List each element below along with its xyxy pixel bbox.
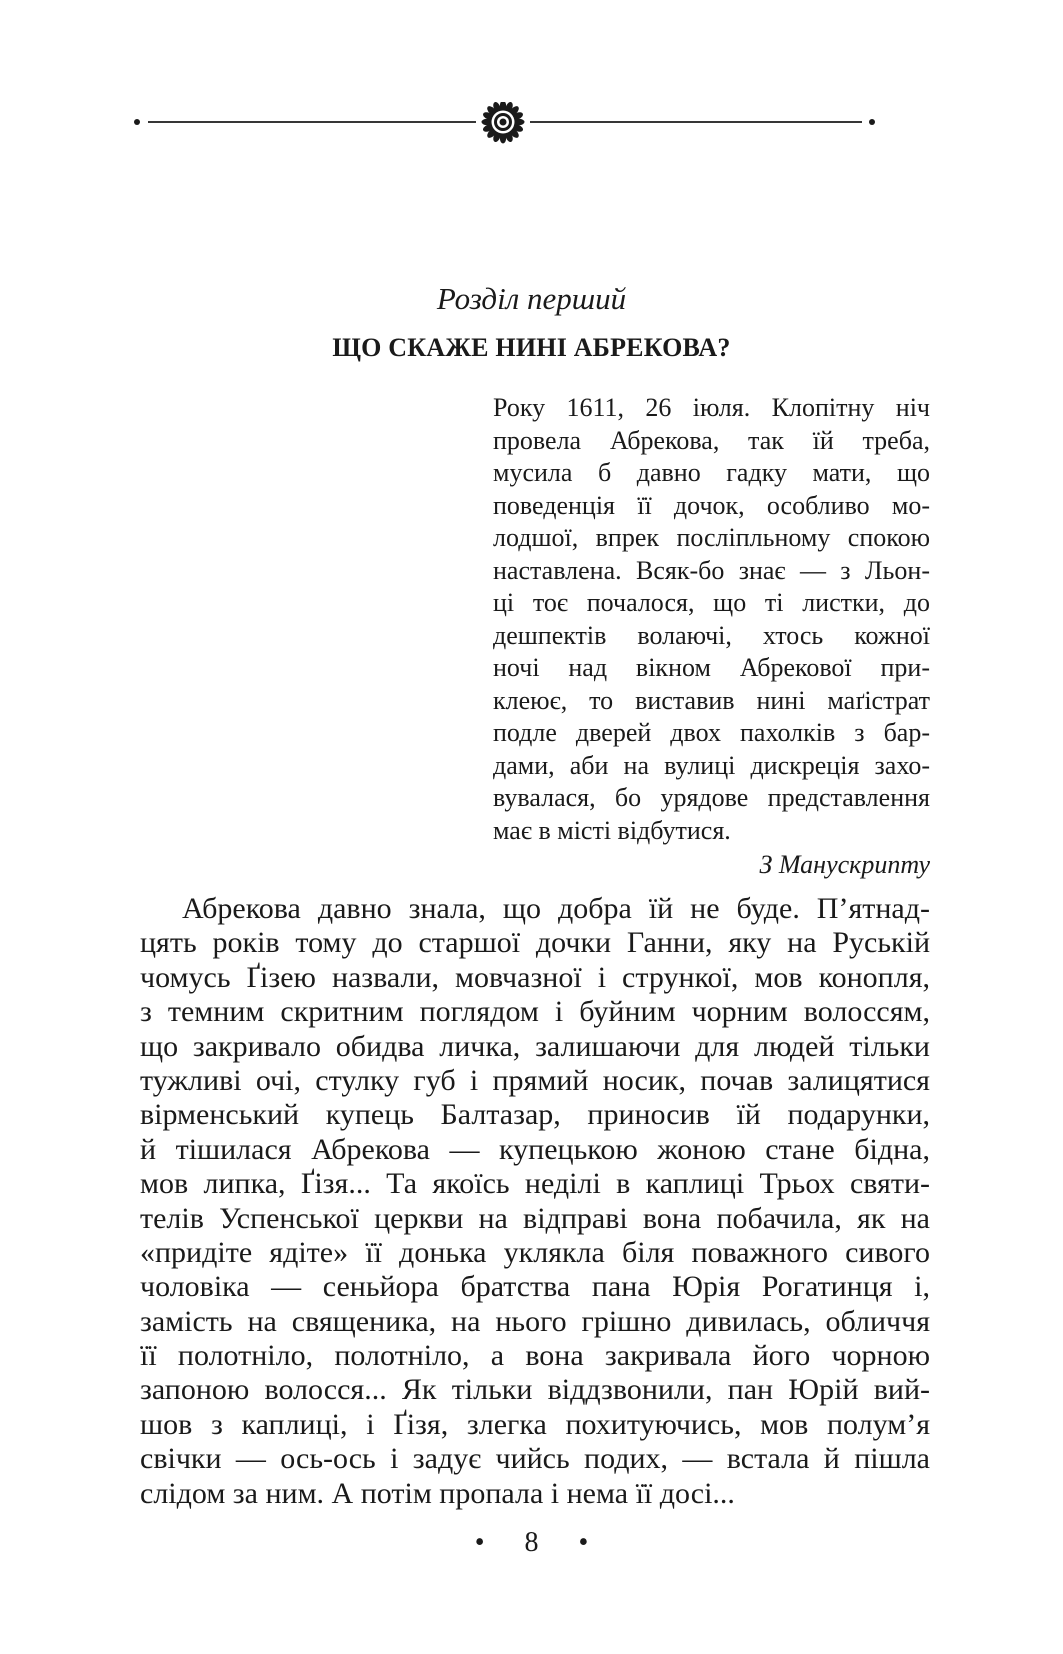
footer-bullet-left: •	[474, 1527, 485, 1558]
paragraph-line: телів Успенської церкви на відправі вона побачила, як на	[140, 1201, 930, 1235]
paragraph-line: мов липка, Ґізя... Та якоїсь неділі в каплиці Трьох святи-	[140, 1167, 930, 1201]
epigraph-line: провела Абрекова, так їй треба,	[493, 425, 930, 455]
paragraph-line: свічки — ось-ось і задує чийсь подих, — встала й пішла	[140, 1442, 930, 1476]
epigraph-line: наставлена. Всяк-бо знає — з Льон-	[493, 555, 930, 585]
epigraph-line: дешпектів волаючі, хтось кожної	[493, 620, 930, 650]
chapter-title: ЩО СКАЖЕ НИНІ АБРЕКОВА?	[332, 333, 731, 362]
epigraph-line: дами, аби на вулиці дискреція захо-	[493, 750, 930, 780]
epigraph-line: подле дверей двох пахолків з бар-	[493, 718, 930, 747]
epigraph-line: лодшої, впрек посліпльному спокою	[493, 523, 930, 552]
epigraph-line: ночі над вікном Абрекової при-	[493, 653, 930, 682]
sunflower-ornament-icon	[482, 102, 525, 144]
paragraph-line: шов з каплиці, і Ґізя, злегка похитуючись, мов полум’я	[140, 1407, 930, 1441]
page-number: 8	[524, 1527, 539, 1558]
paragraph-line: Абрекова давно знала, що добра їй не буде. П’ятнад-	[182, 892, 930, 925]
epigraph-line: Року 1611, 26 іюля. Клопітну ніч	[493, 393, 930, 422]
ornament-left-dot	[134, 119, 140, 125]
chapter-label: Розділ перший	[436, 281, 627, 316]
paragraph-line: слідом за ним. А потім пропала і нема її досі...	[140, 1476, 735, 1510]
paragraph-line: чоловіка — сеньйора братства пана Юрія Рогатинця і,	[140, 1270, 930, 1304]
epigraph-line: поведенція її дочок, особливо мо-	[493, 490, 930, 520]
epigraph-line: мусила б давно гадку мати, що	[493, 458, 930, 487]
footer-bullet-right: •	[578, 1527, 589, 1558]
paragraph-line: запоною волосся... Як тільки віддзвонили, пан Юрій вий-	[140, 1373, 930, 1407]
paragraph-line: «придіте ядіте» її донька уклякла біля поважного сивого	[140, 1235, 930, 1269]
paragraph-line: тужливі очі, стулку губ і прямий носик, почав залицятися	[140, 1063, 930, 1097]
paragraph-line: замість на священика, на нього грішно дивилась, обличчя	[140, 1304, 930, 1338]
ornament-right-dot	[869, 119, 875, 125]
main-paragraph	[140, 892, 930, 1511]
page-number-footer	[0, 1526, 1063, 1560]
paragraph-line: й тішилася Абрекова — купецькою жоною стане бідна,	[140, 1132, 930, 1166]
epigraph	[493, 392, 930, 883]
paragraph-line: чомусь Ґізею назвали, мовчазної і стрункої, мов конопля,	[140, 960, 930, 994]
epigraph-line: вувалася, бо урядове представлення	[493, 783, 930, 812]
paragraph-line: з темним скритним поглядом і буйним чорним волоссям,	[140, 995, 930, 1029]
paragraph-line: що закривало обидва личка, залишаючи для людей тільки	[140, 1029, 930, 1063]
epigraph-line: клеює, то виставив нині маґістрат	[493, 685, 930, 715]
epigraph-line: має в місті відбутися.	[493, 815, 731, 845]
epigraph-line: ці тоє почалося, що ті листки, до	[493, 588, 930, 617]
epigraph-source: З Манускрипту	[759, 850, 930, 879]
paragraph-line: її полотніло, полотніло, а вона закривала його чорною	[140, 1339, 930, 1373]
header-ornament	[134, 102, 936, 146]
paragraph-line: вірменський купець Балтазар, приносив їй подарунки,	[140, 1098, 930, 1132]
paragraph-line: цять років тому до старшої дочки Ганни, яку на Руській	[140, 926, 930, 960]
